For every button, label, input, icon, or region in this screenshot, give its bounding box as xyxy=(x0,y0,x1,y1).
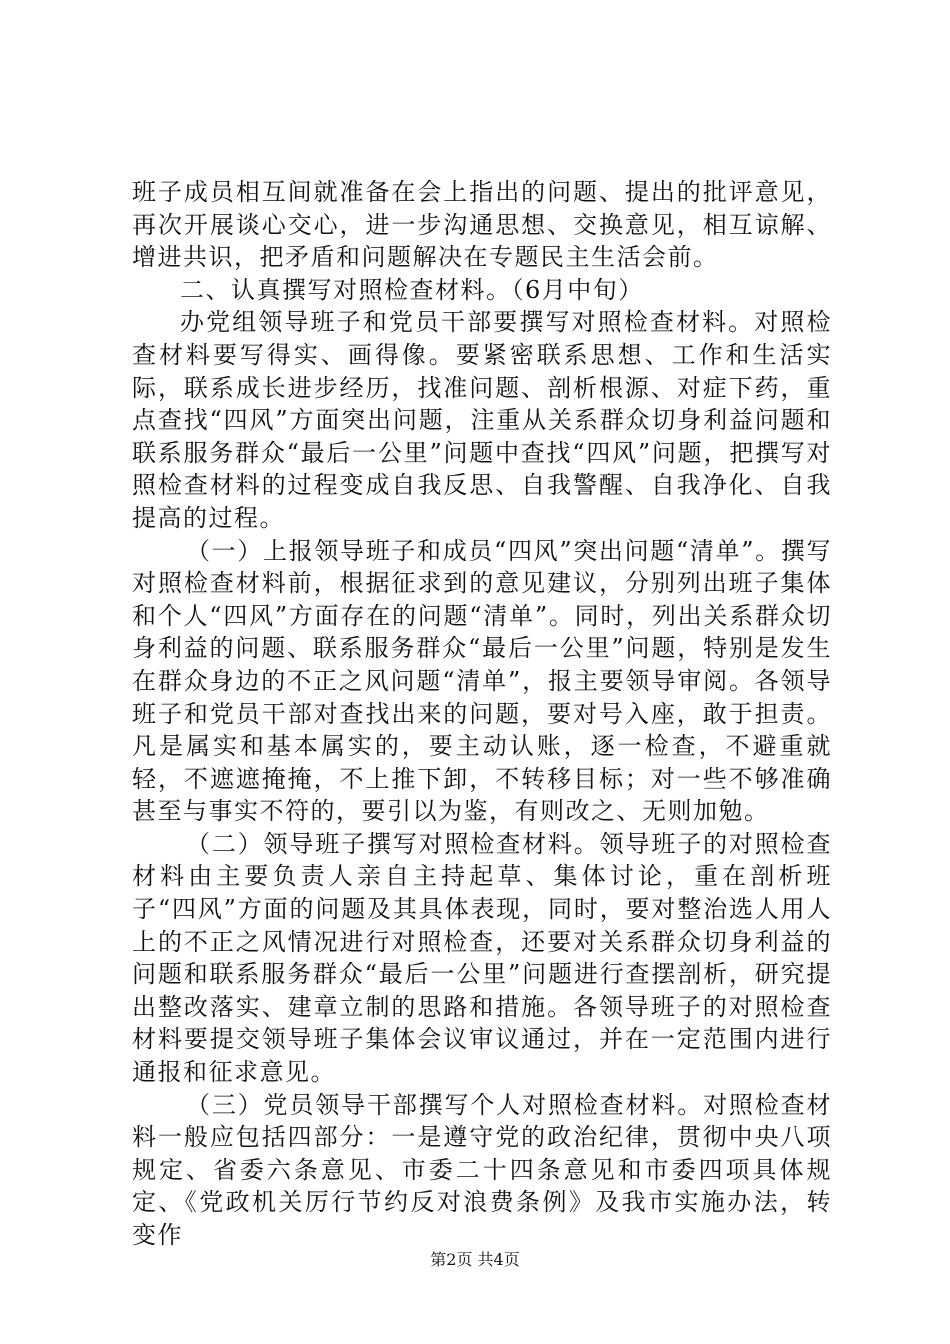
page-number-label: 第2页 共4页 xyxy=(430,1250,520,1269)
paragraph-continued: 班子成员相互间就准备在会上指出的问题、提出的批评意见，再次开展谈心交心，进一步沟通思想、交换意见，相互谅解、增进共识，把矛盾和问题解决在专题民主生活会前。 xyxy=(132,178,832,272)
paragraph-item-2: （二）领导班子撰写对照检查材料。领导班子的对照检查材料由主要负责人亲自主持起草、集体讨论，重在剖析班子“四风”方面的问题及其具体表现，同时，要对整治选人用人上的不正之风情况进行对照检查，还要对关系群众切身利益的问题和联系服务群众“最后一公里”问题进行查摆剖析，研究提出整改落实、建章立制的思路和措施。各领导班子的对照检查材料要提交领导班子集体会议审议通过，并在一定范围内进行通报和征求意见。 xyxy=(132,829,832,1087)
section-heading-2: 二、认真撰写对照检查材料。（6月中旬） xyxy=(180,275,644,304)
document-body xyxy=(132,176,832,1252)
paragraph-item-1: （一）上报领导班子和成员“四风”突出问题“清单”。撰写对照检查材料前，根据征求到的意见建议，分别列出班子集体和个人“四风”方面存在的问题“清单”。同时，列出关系群众切身利益的问题、联系服务群众“最后一公里”问题，特别是发生在群众身边的不正之风问题“清单”，报主要领导审阅。各领导班子和党员干部对查找出来的问题，要对号入座，敢于担责。凡是属实和基本属实的，要主动认账，逐一检查，不避重就轻，不遮遮掩掩，不上推下卸，不转移目标；对一些不够准确甚至与事实不符的，要引以为鉴，有则改之、无则加勉。 xyxy=(132,536,832,826)
paragraph-item-3: （三）党员领导干部撰写个人对照检查材料。对照检查材料一般应包括四部分：一是遵守党的政治纪律，贯彻中央八项规定、省委六条意见、市委二十四条意见和市委四项具体规定、《党政机关厉行节约反对浪费条例》及我市实施办法，转变作 xyxy=(132,1090,832,1249)
page-footer xyxy=(0,1249,950,1271)
paragraph-intro: 办党组领导班子和党员干部要撰写对照检查材料。对照检查材料要写得实、画得像。要紧密联系思想、工作和生活实际，联系成长进步经历，找准问题、剖析根源、对症下药，重点查找“四风”方面突出问题，注重从关系群众切身利益问题和联系服务群众“最后一公里”问题中查找“四风”问题，把撰写对照检查材料的过程变成自我反思、自我警醒、自我净化、自我提高的过程。 xyxy=(132,308,832,532)
